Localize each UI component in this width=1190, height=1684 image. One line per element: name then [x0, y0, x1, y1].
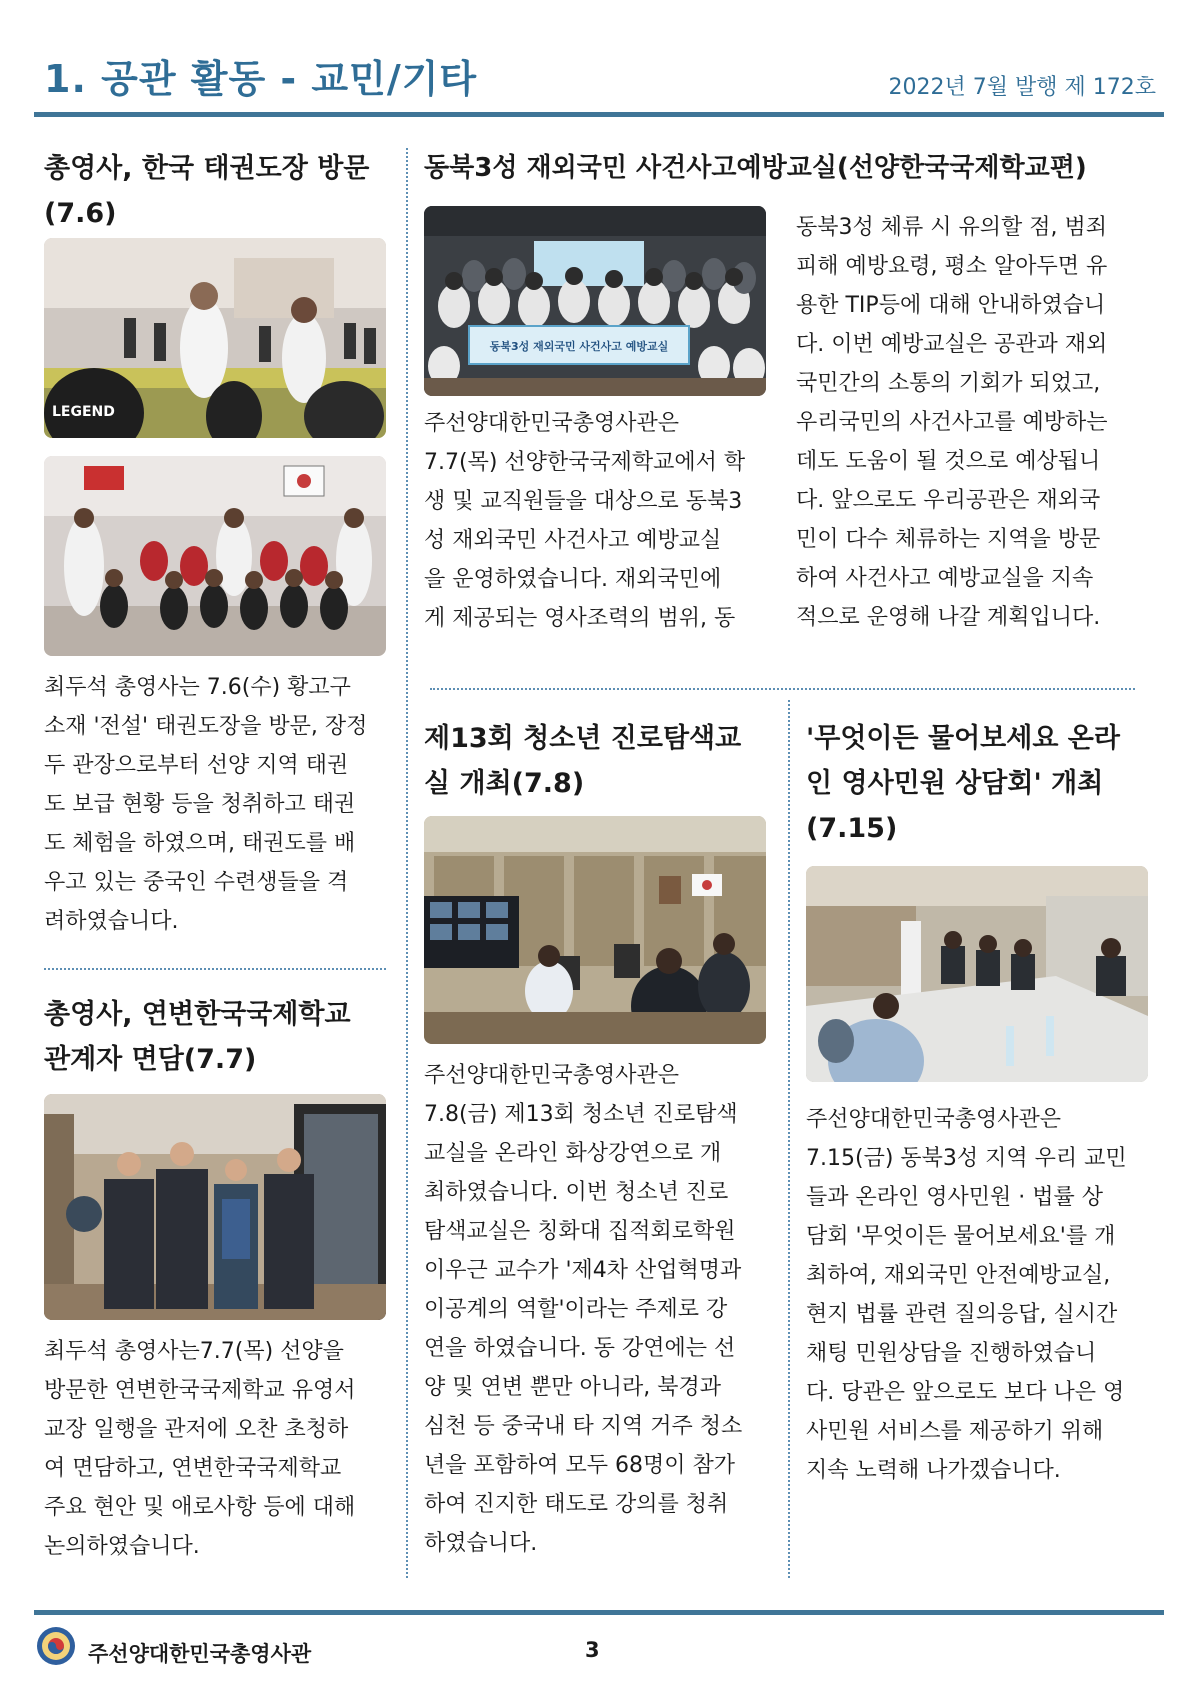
footer-org: 주선양대한민국총영사관	[88, 1642, 312, 1666]
career-body: 주선양대한민국총영사관은 7.8(금) 제13회 청소년 진로탐색 교실을 온라인 화상강연으로 개 최하였습니다. 이번 청소년 진로 탐색교실은 칭화대 집적회로학원 이우근 교수가 '제4차 산업혁명과 이공계의 역할'이라는 주제로 강 연을 하였습니다. 동 강연에는 선 양 및 연변 뿐만 아니라, 북경과 심천 등 중국내 타 지역 거주 청소 년을 포함하여 모두 68명이 참가 하여 진지한 태도로 강의를 청취 하였습니다.	[424, 1063, 743, 1556]
yanbian-photo	[44, 1094, 386, 1320]
issue-info: 2022년 7월 발행 제 172호	[888, 75, 1156, 100]
consulate-emblem-icon	[36, 1626, 76, 1666]
taekwondo-photo-1	[44, 238, 386, 438]
prevention-photo	[424, 206, 766, 396]
consult-title: '무엇이든 물어보세요 온라 인 영사민원 상담회' 개최 (7.15)	[806, 723, 1120, 844]
svg-text:LEGEND: LEGEND	[52, 404, 115, 420]
footer-rule	[34, 1610, 1164, 1615]
prevention-body-right: 동북3성 체류 시 유의할 점, 범죄 피해 예방요령, 평소 알아두면 유 용한 TIP등에 대해 안내하였습니 다. 이번 예방교실은 공관과 재외 국민간의 소통의 기회가 되었고, 우리국민의 사건사고를 예방하는 데도 도움이 될 것으로 예상됩니 다. 앞으로도 우리공관은 재외국 민이 다수 체류하는 지역을 방문 하여 사건사고 예방교실을 지속 적으로 운영해 나갈 계획입니다.	[796, 215, 1108, 630]
yanbian-body: 최두석 총영사는7.7(목) 선양을 방문한 연변한국국제학교 유영서 교장 일행을 관저에 오찬 초청하 여 면담하고, 연변한국국제학교 주요 현안 및 애로사항 등에 대해 논의하였습니다.	[44, 1339, 356, 1559]
section-title: 1. 공관 활동 - 교민/기타	[44, 57, 478, 101]
header-rule	[34, 112, 1164, 117]
section-divider-right	[430, 688, 1135, 690]
yanbian-title: 총영사, 연변한국국제학교 관계자 면담(7.7)	[44, 999, 351, 1075]
taekwondo-photo-2	[44, 456, 386, 656]
career-title: 제13회 청소년 진로탐색교 실 개최(7.8)	[424, 723, 742, 799]
page-number: 3	[585, 1638, 600, 1662]
prevention-body-left: 주선양대한민국총영사관은 7.7(목) 선양한국국제학교에서 학 생 및 교직원들을 대상으로 동북3 성 재외국민 사건사고 예방교실 을 운영하였습니다. 재외국민에 게 제공되는 영사조력의 범위, 동	[424, 411, 746, 631]
taekwondo-title: 총영사, 한국 태권도장 방문 (7.6)	[44, 153, 370, 229]
section-divider-left	[44, 968, 386, 970]
taekwondo-body: 최두석 총영사는 7.6(수) 황고구 소재 '전설' 태권도장을 방문, 장정 두 관장으로부터 선양 지역 태권 도 보급 현황 등을 청취하고 태권 도 체험을 하였으며, 태권도를 배 우고 있는 중국인 수련생들을 격 려하였습니다.	[44, 675, 368, 934]
consult-photo	[806, 866, 1148, 1082]
svg-text:동북3성 재외국민 사건사고 예방교실: 동북3성 재외국민 사건사고 예방교실	[489, 340, 669, 353]
prevention-title: 동북3성 재외국민 사건사고예방교실(선양한국국제학교편)	[424, 153, 1087, 183]
column-divider-left	[406, 148, 408, 1578]
column-divider-right	[788, 700, 790, 1578]
consult-body: 주선양대한민국총영사관은 7.15(금) 동북3성 지역 우리 교민 들과 온라인 영사민원 · 법률 상 담회 '무엇이든 물어보세요'를 개 최하여, 재외국민 안전예방교실, 현지 법률 관련 질의응답, 실시간 채팅 민원상담을 진행하였습니 다. 당관은 앞으로도 보다 나은 영 사민원 서비스를 제공하기 위해 지속 노력해 나가겠습니다.	[806, 1107, 1127, 1483]
career-photo	[424, 816, 766, 1044]
